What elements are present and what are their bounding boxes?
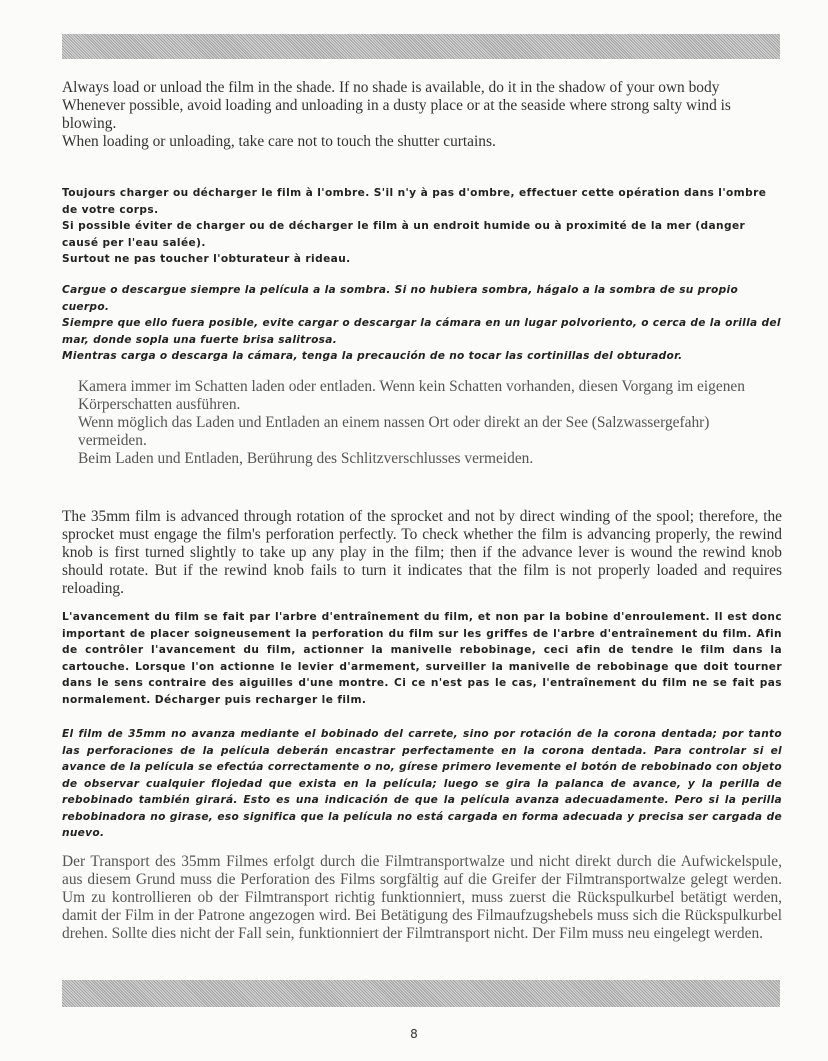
paragraph: Toujours charger ou décharger le film à l'ombre. S'il n'y à pas d'ombre, effectuer cette opération dans l'ombre de votre corps. <box>62 187 767 216</box>
page-number: 8 <box>410 1027 418 1041</box>
paragraph: When loading or unloading, take care not to touch the shutter curtains. <box>62 133 496 150</box>
section1-spanish <box>62 282 782 365</box>
section1-english <box>62 79 782 151</box>
paragraph: Der Transport des 35mm Filmes erfolgt durch die Filmtransportwalze und nicht direkt durch die Aufwickelspule, aus diesem Grund muss die Perforation des Films sorgfältig auf die Greifer der Filmtransportwalze gelegt werden. Um zu kontrollieren ob der Filmtransport richtig funktionniert, muss zuerst die Rückspulkurbel betätigt werden, damit der Film in der Patrone angezogen wird. Bei Betätigung des Filmaufzugshebels muss sich die Rückspulkurbel drehen. Sollte dies nicht der Fall sein, funktionniert der Filmtransport nicht. Der Film muss neu eingelegt werden. <box>62 853 782 942</box>
paragraph: El film de 35mm no avanza mediante el bobinado del carrete, sino por rotación de la corona dentada; por tanto las perforaciones de la película deberán encastrar perfectamente en la corona dentada. Para controlar si el avance de la película se efectúa correctamente o no, gírese primero levemente el botón de rebobinado con objeto de observar cualquier flojedad que exista en la película; luego se gira la palanca de avance, y la perilla de rebobinado también girará. Esto es una indicación de que la película avanza adecuadamente. Pero si la perilla rebobinadora no girase, eso significa que la película no está cargada en forma adecuada y precisa ser cargada de nuevo. <box>62 728 782 839</box>
paragraph: Always load or unload the film in the shade. If no shade is available, do it in the shadow of your own body <box>62 79 720 96</box>
section2-french <box>62 609 782 708</box>
section2-german <box>62 853 782 943</box>
section2-english <box>62 508 782 598</box>
header-halftone-band <box>62 34 780 59</box>
paragraph: Surtout ne pas toucher l'obturateur à rideau. <box>62 253 351 265</box>
paragraph: The 35mm film is advanced through rotation of the sprocket and not by direct winding of the spool; therefore, the sprocket must engage the film's perforation perfectly. To check whether the film is advancing properly, the rewind knob is first turned slightly to take up any play in the film; then if the advance lever is wound the rewind knob should rotate. But if the rewind knob fails to turn it indicates that the film is not properly loaded and requires reloading. <box>62 508 782 597</box>
section1-german <box>78 378 782 468</box>
section1-french <box>62 185 782 268</box>
paragraph: Beim Laden und Entladen, Berührung des Schlitzverschlusses vermeiden. <box>78 450 534 467</box>
paragraph: Wenn möglich das Laden und Entladen an einem nassen Ort oder direkt an der See (Salzwassergefahr) vermeiden. <box>78 414 710 449</box>
paragraph: Cargue o descargue siempre la película a la sombra. Si no hubiera sombra, hágalo a la sombra de su propio cuerpo. <box>62 284 739 313</box>
footer-halftone-band <box>62 980 780 1007</box>
paragraph: Siempre que ello fuera posible, evite cargar o descargar la cámara en un lugar polvoriento, o cerca de la orilla del mar, donde sopla una fuerte brisa salitrosa. <box>62 317 781 346</box>
section2-spanish <box>62 726 782 842</box>
paragraph: Mientras carga o descarga la cámara, tenga la precaución de no tocar las cortinillas del obturador. <box>62 350 683 362</box>
paragraph: Whenever possible, avoid loading and unloading in a dusty place or at the seaside where strong salty wind is blowing. <box>62 97 731 132</box>
paragraph: Si possible éviter de charger ou de décharger le film à un endroit humide ou à proximité de la mer (danger causé per l'eau salée). <box>62 220 746 249</box>
paragraph: Kamera immer im Schatten laden oder entladen. Wenn kein Schatten vorhanden, diesen Vorgang im eigenen Körperschatten ausführen. <box>78 378 745 413</box>
paragraph: L'avancement du film se fait par l'arbre d'entraînement du film, et non par la bobine d'enroulement. Il est donc important de placer soigneusement la perforation du film sur les griffes de l'arbre d'entraînement du film. Afin de contrôler l'avancement du film, actionner la manivelle rebobinage, ceci afin de tendre le film dans la cartouche. Lorsque l'on actionne le levier d'armement, surveiller la manivelle de rebobinage que doit tourner dans le sens contraire des aiguilles d'une montre. Ci ce n'est pas le cas, l'entraînement du film ne se fait pas normalement. Décharger puis recharger le film. <box>62 611 782 706</box>
